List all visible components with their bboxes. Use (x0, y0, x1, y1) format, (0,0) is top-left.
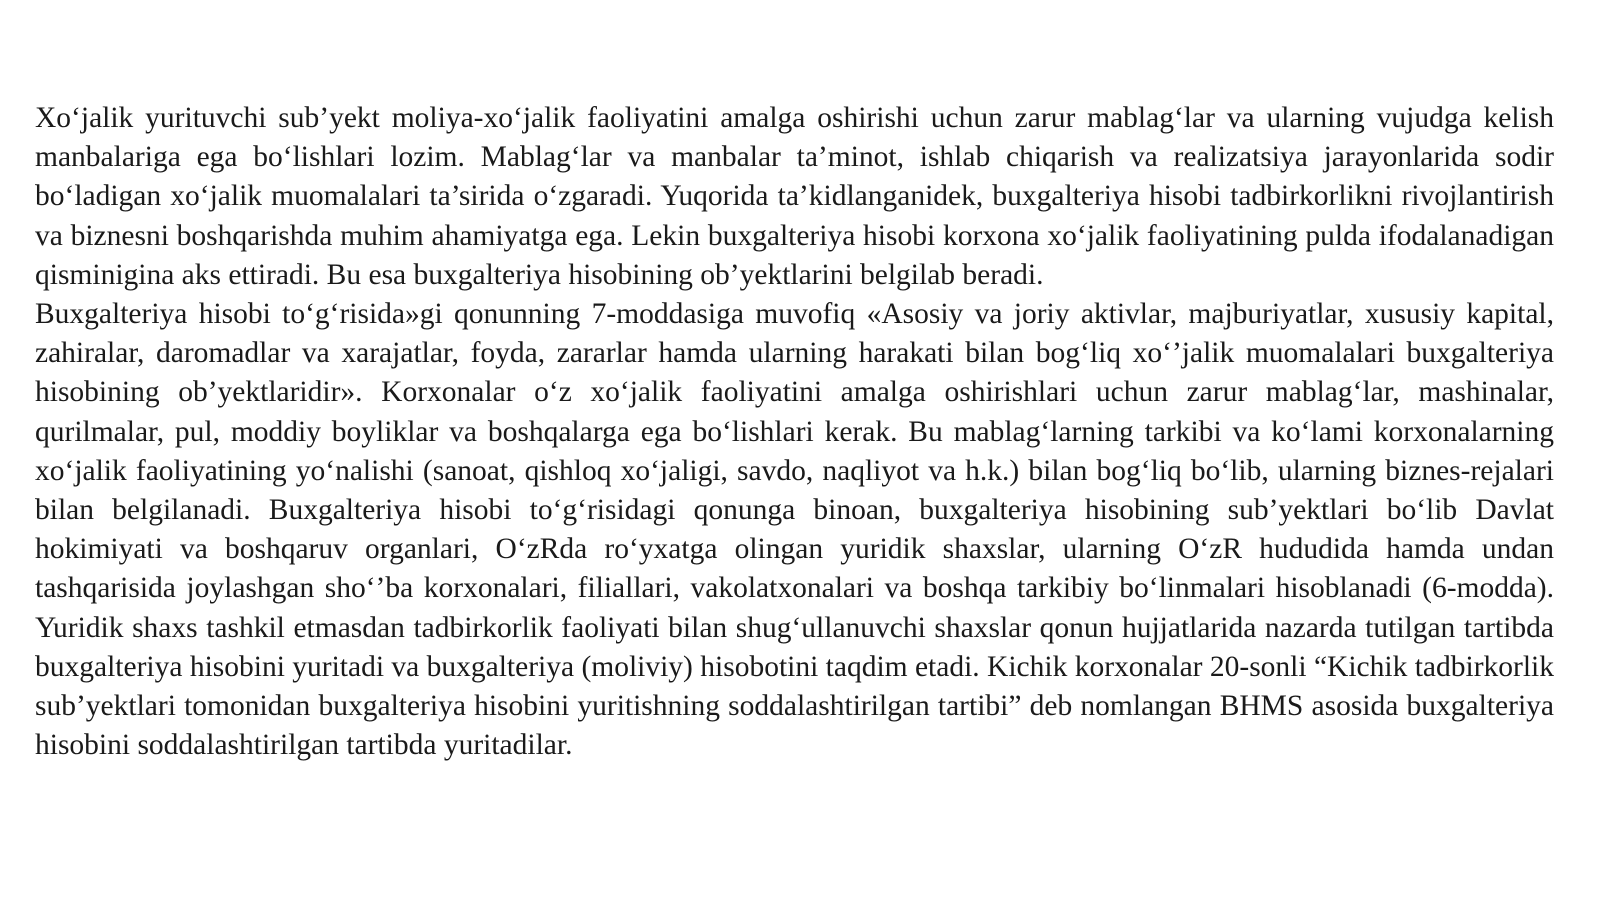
document-body (35, 99, 1554, 765)
paragraph-1: Xo‘jalik yurituvchi sub’yekt moliya-xo‘jalik faoliyatini amalga oshirishi uchun zarur mablag‘lar va ularning vujudga kelish manbalariga ega bo‘lishlari lozim. Mablag‘lar va manbalar ta’minot, ishlab chiqarish va realizatsiya jarayonlarida sodir bo‘ladigan xo‘jalik muomalalari ta’sirida o‘zgaradi. Yuqorida ta’kidlanganidek, buxgalteriya hisobi tadbirkorlikni rivojlantirish va biznesni boshqarishda muhim ahamiyatga ega. Lekin buxgalteriya hisobi korxona xo‘jalik faoliyatining pulda ifodalanadigan qisminigina aks ettiradi. Bu esa buxgalteriya hisobining ob’yektlarini belgilab beradi. (35, 102, 1554, 291)
paragraph-2: Buxgalteriya hisobi to‘g‘risida»gi qonunning 7-moddasiga muvofiq «Asosiy va joriy aktivlar, majburiyatlar, xususiy kapital, zahiralar, daromadlar va xarajatlar, foyda, zararlar hamda ularning harakati bilan bog‘liq xo‘’jalik muomalalari buxgalteriya hisobining ob’yektlaridir». Korxonalar o‘z xo‘jalik faoliyatini amalga oshirishlari uchun zarur mablag‘lar, mashinalar, qurilmalar, pul, moddiy boyliklar va boshqalarga ega bo‘lishlari kerak. Bu mablag‘larning tarkibi va ko‘lami korxonalarning xo‘jalik faoliyatining yo‘nalishi (sanoat, qishloq xo‘jaligi, savdo, naqliyot va h.k.) bilan bog‘liq bo‘lib, ularning biznes-rejalari bilan belgilanadi. Buxgalteriya hisobi to‘g‘risidagi qonunga binoan, buxgalteriya hisobining sub’yektlari bo‘lib Davlat hokimiyati va boshqaruv organlari, O‘zRda ro‘yxatga olingan yuridik shaxslar, ularning O‘zR hududida hamda undan tashqarisida joylashgan sho‘’ba korxonalari, filiallari, vakolatxonalari va boshqa tarkibiy bo‘linmalari hisoblanadi (6-modda). Yuridik shaxs tashkil etmasdan tadbirkorlik faoliyati bilan shug‘ullanuvchi shaxslar qonun hujjatlarida nazarda tutilgan tartibda buxgalteriya hisobini yuritadi va buxgalteriya (moliviy) hisobotini taqdim etadi. Kichik korxonalar 20-sonli “Kichik tadbirkorlik sub’yektlari tomonidan buxgalteriya hisobini yuritishning soddalashtirilgan tartibi” deb nomlangan BHMS asosida buxgalteriya hisobini soddalashtirilgan tartibda yuritadilar. (35, 298, 1554, 762)
